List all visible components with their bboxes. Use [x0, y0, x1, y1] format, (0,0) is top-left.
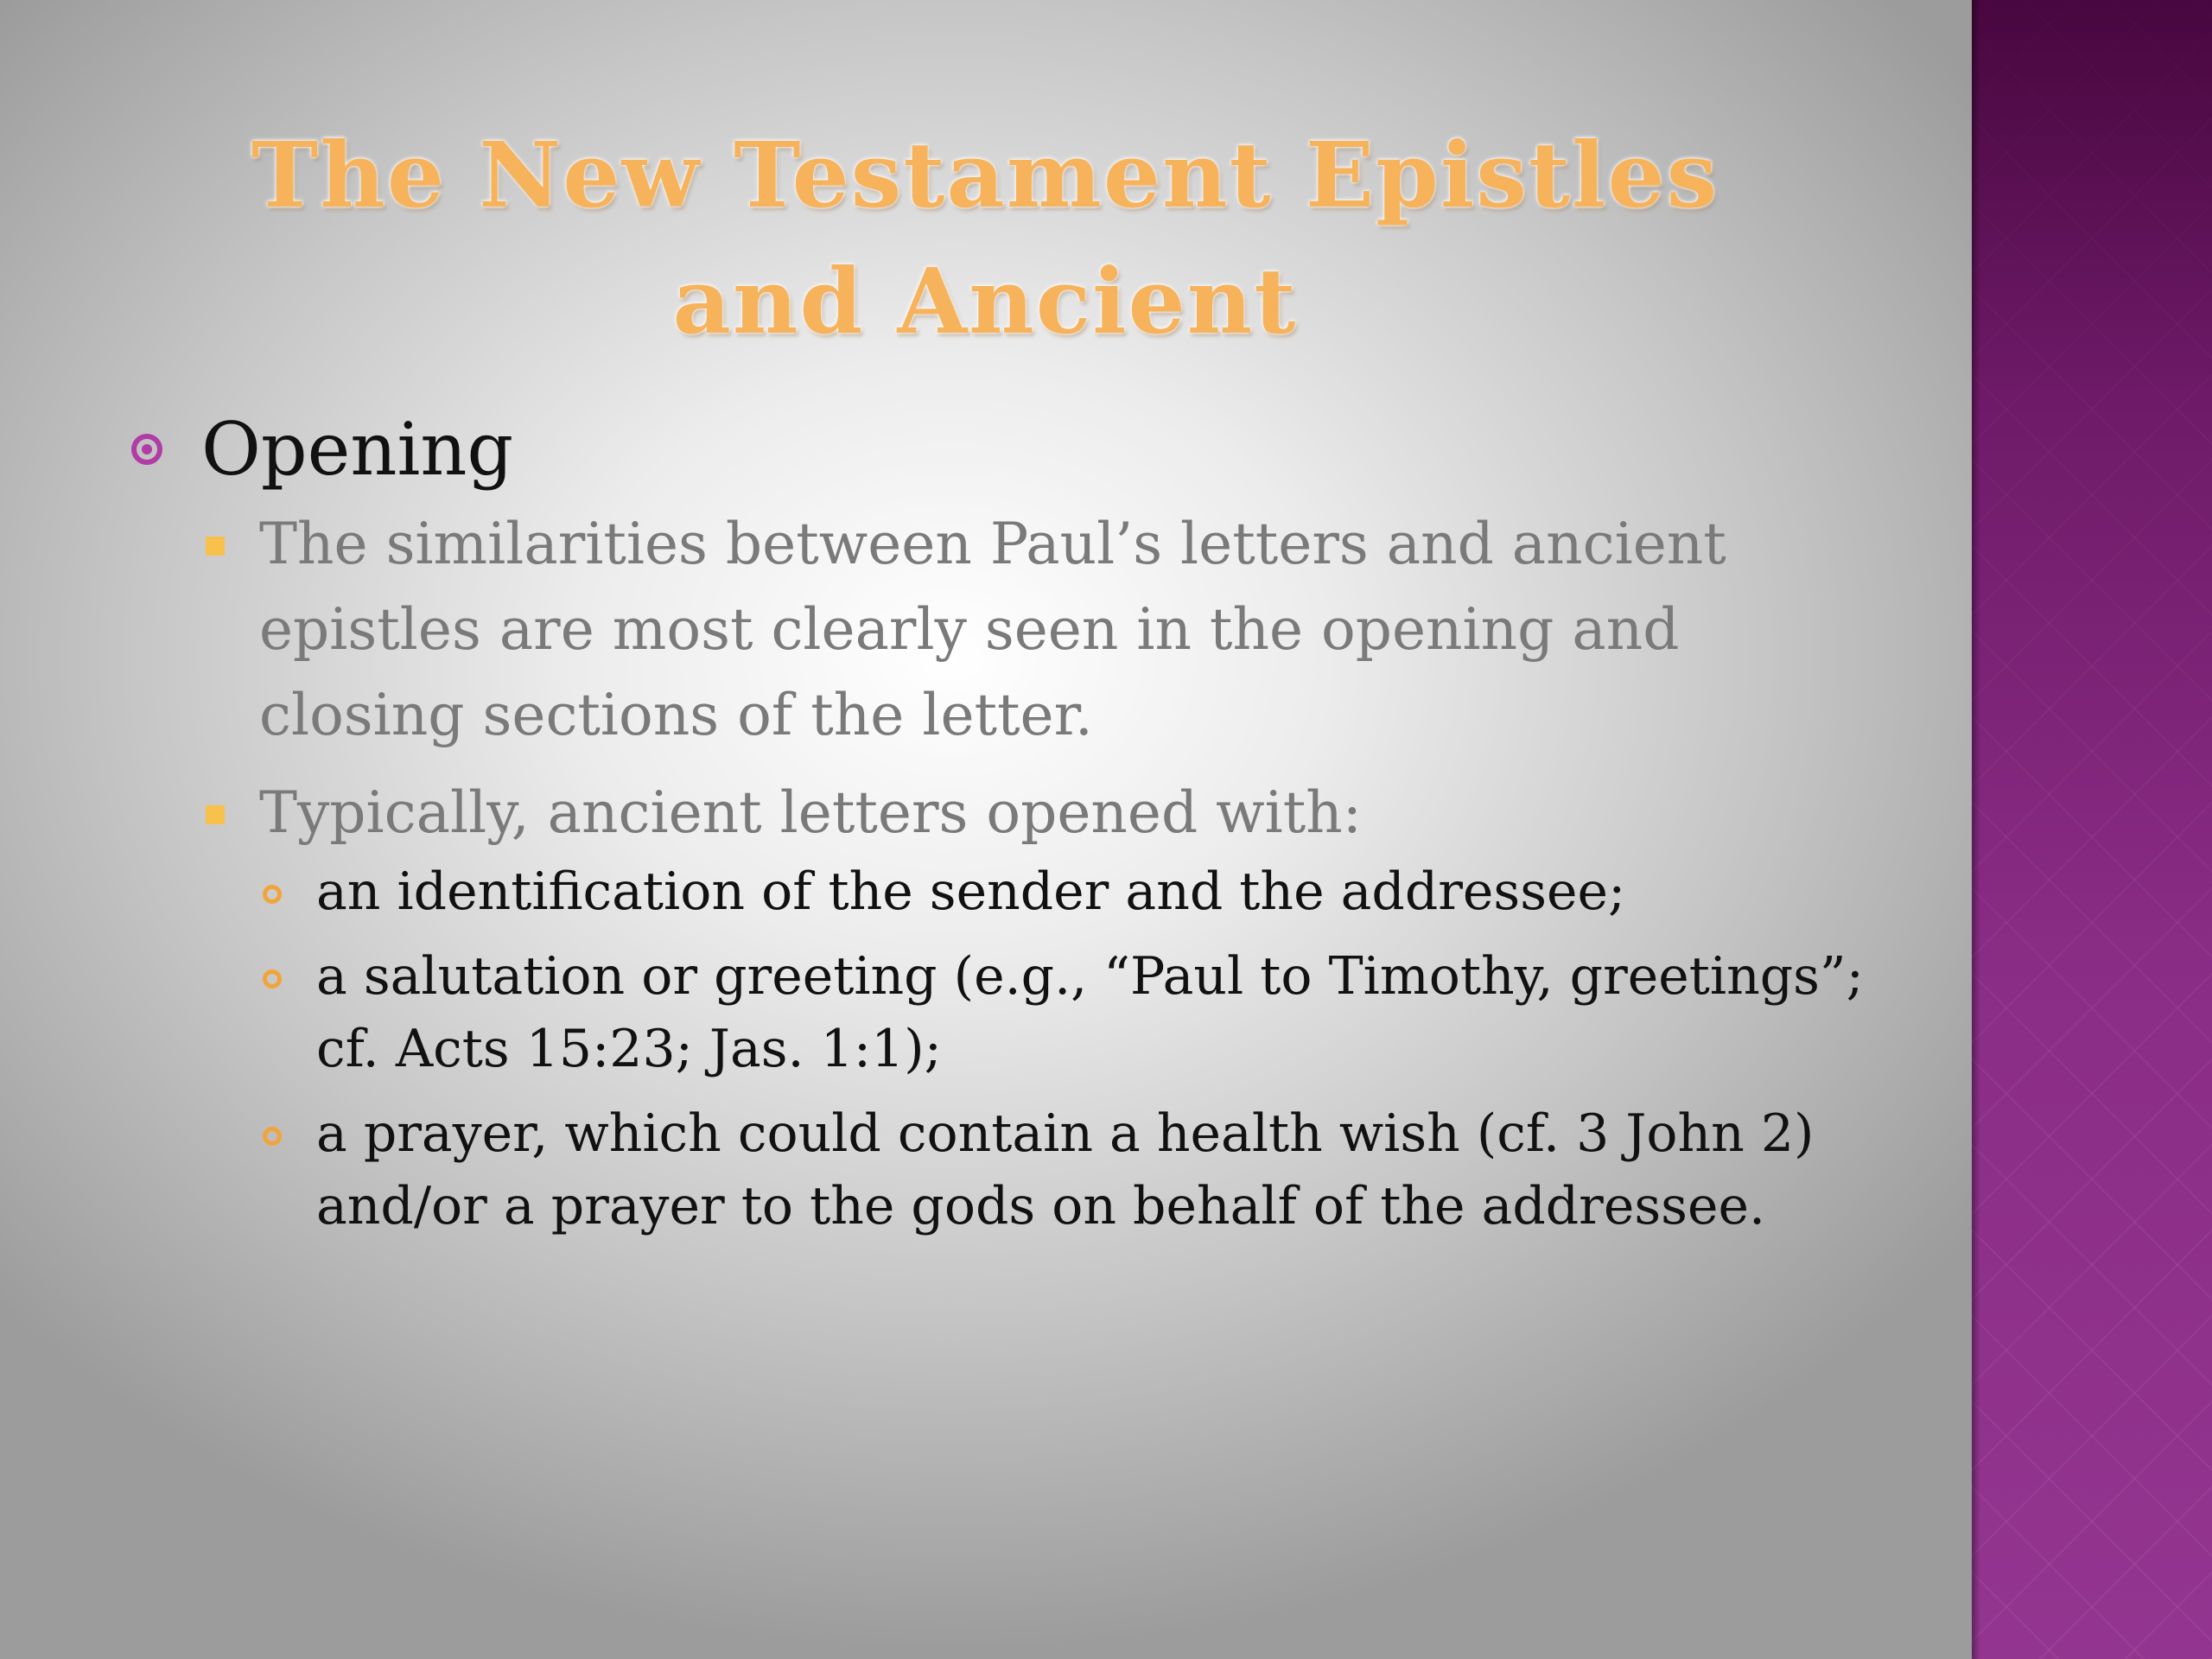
bullet-level3-identification — [316, 855, 1884, 928]
slide-body — [130, 397, 1884, 1243]
bullet-level1-opening — [130, 397, 1884, 501]
ring-bullet-icon — [263, 885, 282, 904]
ring-bullet-icon — [263, 1127, 282, 1146]
slide-title — [112, 112, 1858, 365]
square-bullet-icon — [206, 805, 225, 824]
bullet-level3-text: a salutation or greeting (e.g., “Paul to Timothy, greetings”; cf. Acts 15:23; Jas. 1:1); — [316, 946, 1864, 1079]
bullet-level3-text: an identification of the sender and the addressee; — [316, 861, 1626, 922]
bullet-level3-prayer — [316, 1097, 1884, 1243]
bullet-level2-similarities — [259, 501, 1884, 758]
ring-bullet-icon — [263, 969, 282, 988]
bullet-level3-text: a prayer, which could contain a health wish (cf. 3 John 2) and/or a prayer to the gods on behalf of the addressee. — [316, 1103, 1815, 1236]
decorative-side-panel — [1972, 0, 2212, 1659]
bullet-level2-text: The similarities between Paul’s letters and ancient epistles are most clearly seen in the opening and closing sections of the letter. — [259, 511, 1726, 748]
square-bullet-icon — [206, 537, 225, 556]
circle-dot-bullet-icon — [131, 434, 162, 465]
bullet-level3-salutation — [316, 940, 1884, 1085]
bullet-level1-text: Opening — [201, 407, 514, 492]
bullet-level2-typically — [259, 770, 1884, 855]
slide-title-line-2: and Ancient — [672, 248, 1298, 354]
slide-title-line-1: The New Testament Epistles — [251, 122, 1719, 228]
bullet-level2-text: Typically, ancient letters opened with: — [259, 779, 1363, 846]
